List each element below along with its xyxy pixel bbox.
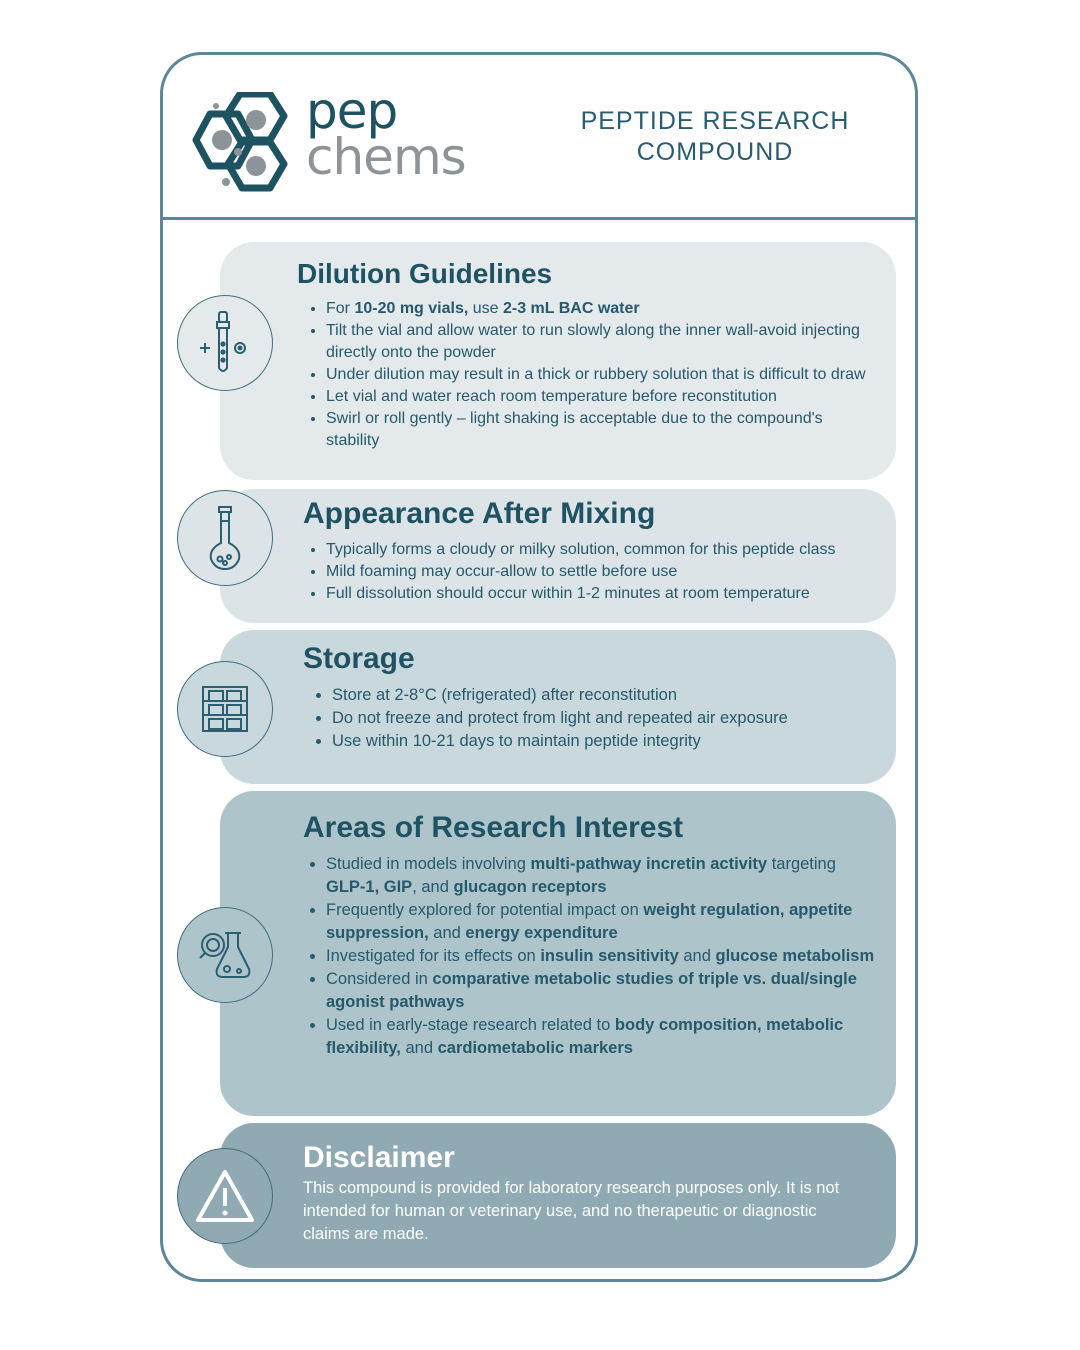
list-item: • Store at 2-8°C (refrigerated) after reconstitution bbox=[332, 684, 878, 707]
list-item: • Mild foaming may occur-allow to settle before use bbox=[326, 561, 878, 583]
list-item: • Let vial and water reach room temperature before reconstitution bbox=[326, 386, 878, 408]
disclaimer-text: This compound is provided for laboratory research purposes only. It is not intended for human or veterinary use, and no therapeutic or diagnostic claims are made. bbox=[303, 1179, 840, 1243]
warning-icon bbox=[194, 1168, 256, 1224]
list-item: • Used in early-stage research related to body composition, metabolic flexibility, and cardiometabolic markers bbox=[326, 1014, 878, 1060]
storage-title: Storage bbox=[303, 642, 415, 675]
storage-list bbox=[310, 684, 878, 753]
appearance-title: Appearance After Mixing bbox=[303, 497, 656, 530]
list-item: • Under dilution may result in a thick or rubbery solution that is difficult to draw bbox=[326, 364, 878, 386]
lab-research-icon bbox=[197, 927, 253, 983]
hexagon-molecule-icon bbox=[188, 92, 300, 196]
disclaimer-card bbox=[220, 1123, 896, 1268]
list-item: • Use within 10-21 days to maintain peptide integrity bbox=[332, 730, 878, 753]
appearance-card bbox=[220, 489, 896, 623]
list-item: • Investigated for its effects on insulin sensitivity and glucose metabolism bbox=[326, 945, 878, 968]
list-item: • Full dissolution should occur within 1-2 minutes at room temperature bbox=[326, 583, 878, 605]
title-line1: PEPTIDE RESEARCH bbox=[580, 107, 850, 135]
header-divider bbox=[160, 217, 918, 220]
title-line2: COMPOUND bbox=[636, 138, 794, 166]
page-title bbox=[570, 106, 860, 168]
brand-line2: chems bbox=[306, 128, 466, 186]
appearance-list bbox=[304, 539, 878, 605]
list-item: • Do not freeze and protect from light and repeated air exposure bbox=[332, 707, 878, 730]
research-card bbox=[220, 791, 896, 1116]
brand-wordmark bbox=[306, 82, 466, 186]
disclaimer-icon-badge bbox=[177, 1148, 273, 1244]
dilution-card bbox=[220, 242, 896, 480]
dropper-icon bbox=[195, 308, 255, 378]
brand-logo bbox=[188, 82, 488, 196]
list-item: • Swirl or roll gently – light shaking is acceptable due to the compound's stability bbox=[326, 408, 878, 452]
brand-line1: pep bbox=[306, 82, 398, 140]
shelves-icon bbox=[200, 684, 250, 734]
dilution-title: Dilution Guidelines bbox=[297, 258, 553, 289]
storage-card bbox=[220, 630, 896, 784]
storage-icon-badge bbox=[177, 661, 273, 757]
list-item: • Tilt the vial and allow water to run slowly along the inner wall-avoid injecting directly onto the powder bbox=[326, 320, 878, 364]
research-title: Areas of Research Interest bbox=[303, 811, 684, 844]
dilution-icon-badge bbox=[177, 295, 273, 391]
research-list bbox=[304, 853, 878, 1060]
list-item: • Studied in models involving multi-pathway incretin activity targeting GLP-1, GIP, and glucagon receptors bbox=[326, 853, 878, 899]
list-item: • Typically forms a cloudy or milky solution, common for this peptide class bbox=[326, 539, 878, 561]
dilution-list bbox=[304, 298, 878, 452]
research-icon-badge bbox=[177, 907, 273, 1003]
disclaimer-title: Disclaimer bbox=[303, 1141, 455, 1174]
list-item: • Considered in comparative metabolic studies of triple vs. dual/single agonist pathways bbox=[326, 968, 878, 1014]
flask-icon bbox=[205, 505, 245, 571]
list-item: • Frequently explored for potential impact on weight regulation, appetite suppression, and energy expenditure bbox=[326, 899, 878, 945]
list-item: • For 10-20 mg vials, use 2-3 mL BAC water bbox=[326, 298, 878, 320]
appearance-icon-badge bbox=[177, 490, 273, 586]
